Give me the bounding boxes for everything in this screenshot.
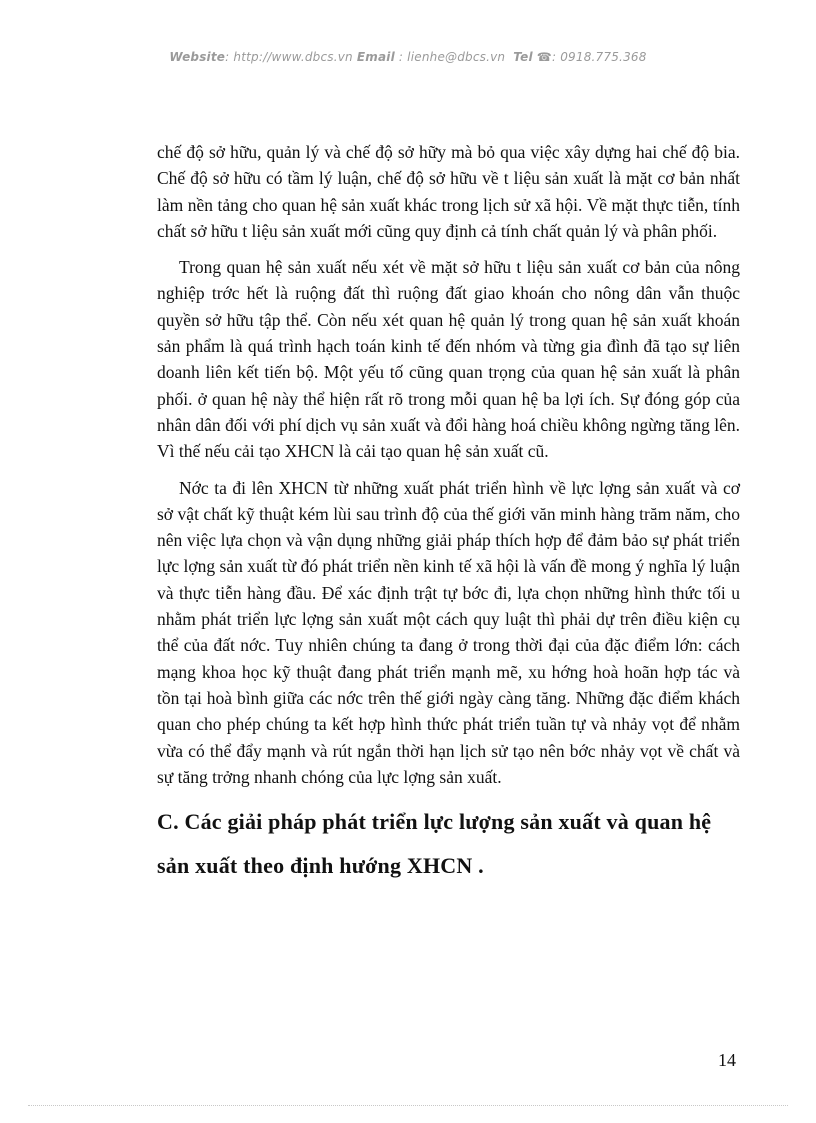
tel-label: Tel [513,50,533,64]
paragraph-1: chế độ sở hữu, quản lý và chế độ sở hữy mà bỏ qua việc xây dựng hai chế độ bia. Chế độ sở hữu có tầm lý luận, chế độ sở hữu về t liệu sản xuất là mặt cơ bản nhất làm nền tảng cho quan hệ sản xuất khác trong lịch sử xã hội. Về mặt thực tiễn, tính chất sở hữu t liệu sản xuất mới cũng quy định cả tính chất quản lý và phân phối. [157,142,740,241]
section-heading: C. Các giải pháp phát triển lực lượng sản xuất và quan hệ sản xuất theo định hướng XHCN . [157,809,712,879]
paragraph-3: Nớc ta đi lên XHCN từ những xuất phát triển hình về lực lợng sản xuất và cơ sở vật chất kỹ thuật kém lùi sau trình độ của thế giới văn minh hàng trăm năm, cho nên việc lựa chọn và vận dụng những giải pháp thích hợp để đảm bảo sự phát triển lực lợng sản xuất từ đó phát triển nền kinh tế xã hội là vấn đề mong ý nghĩa lý luận và thực tiễn hàng đầu. Để xác định trật tự bớc đi, lựa chọn những hình thức tối u nhằm phát triển lực lợng sản xuất một cách quy luật thì phải dự trên điều kiện cụ thể của đất nớc. Tuy nhiên chúng ta đang ở trong thời đại của đặc điểm lớn: cách mạng khoa học kỹ thuật đang phát triển mạnh mẽ, xu hớng hoà hoãn hợp tác và tồn tại hoà bình giữa các nớc trên thế giới ngày càng tăng. Những đặc điểm khách quan cho phép chúng ta kết hợp hình thức phát triển tuần tự và nhảy vọt để nhằm vừa có thể đẩy mạnh và rút ngắn thời hạn lịch sử tạo nên bớc nhảy vọt về chất và sự tăng trởng nhanh chóng của lực lợng sản xuất. [157,477,740,787]
page-number: 14 [718,1050,736,1070]
paragraph-2: Trong quan hệ sản xuất nếu xét về mặt sở hữu t liệu sản xuất cơ bản của nông nghiệp trớc hết là ruộng đất thì ruộng đất giao khoán cho nông dân vẫn thuộc quyền sở hữu tập thể. Còn nếu xét quan hệ quản lý trong quan hệ sản xuất khoán sản phẩm là quá trình hạch toán kinh tế đến nhóm và từng gia đình đã tạo sự liên doanh liên kết tiến bộ. Một yếu tố cũng quan trọng của quan hệ sản xuất là phân phối. ở quan hệ này thể hiện rất rõ trong mỗi quan hệ ba lợi ích. Sự đóng góp của nhân dân đối với phí dịch vụ sản xuất và đổi hàng hoá chiều không ngừng tăng lên. Vì thế nếu cải tạo XHCN là cải tạo quan hệ sản xuất cũ. [157,257,740,462]
email-value: : lienhe@dbcs.vn [398,50,506,64]
tel-value: : 0918.775.368 [551,50,647,64]
footer-divider [28,1105,788,1106]
website-label: Website [169,50,226,64]
document-body [157,139,740,888]
phone-icon: ☎ [536,50,552,64]
email-label: Email [356,50,395,64]
website-value: : http://www.dbcs.vn [225,50,353,64]
page-header [0,50,816,64]
